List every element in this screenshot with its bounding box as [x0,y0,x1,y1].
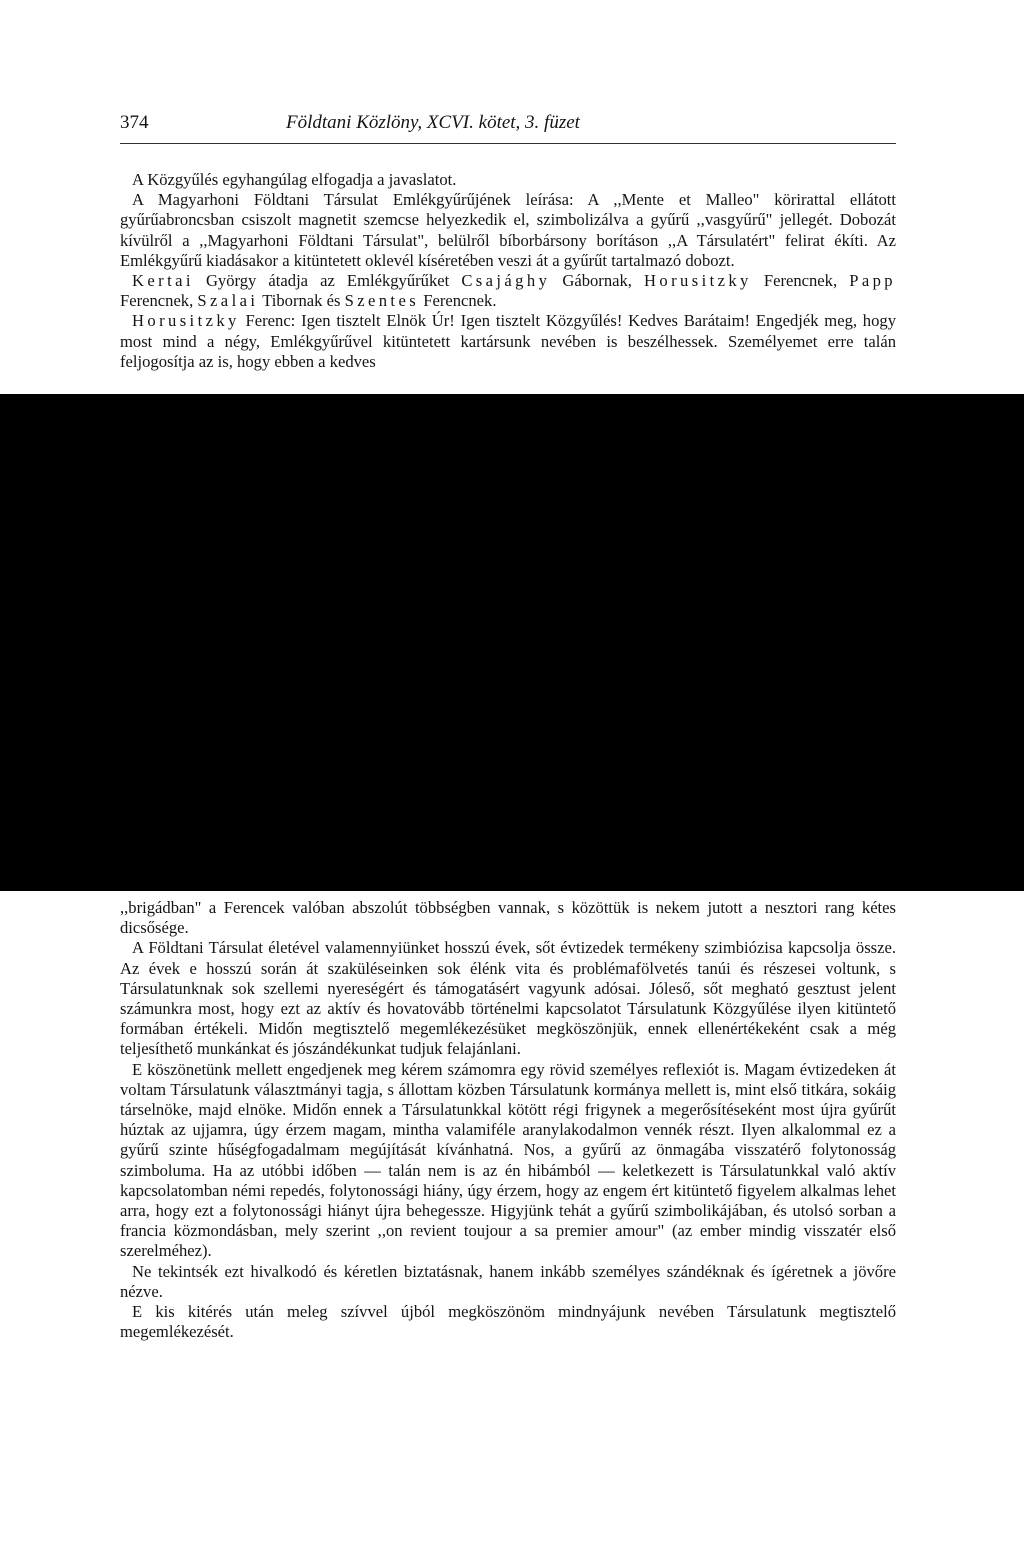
paragraph-ring-description: A Magyarhoni Földtani Társulat Emlékgyűrűjének leírása: A ,,Mente et Malleo" körirattal ellátott gyűrűabroncsban csiszolt magnetit szemcse helyezkedik el, szimbolizálva a gyűrű ,,vasgyűrű" jellegét. Dobozát kívülről a ,,Magyarhoni Földtani Társulat", belülről bíborbársony borításon ,,A Társulatért" felirat ékíti. Az Emlékgyűrű kiadásakor a kitüntetett oklevél kíséretében veszi át a gyűrűt tartalmazó dobozt. [120,190,896,270]
name-papp: Papp [849,271,896,291]
paragraph-society-life: A Földtani Társulat életével valamennyiünket hosszú évek, sőt évtizedek termékeny szimbiózisa kapcsolja össze. Az évek e hosszú során át szaküléseinken sok élénk vita és problémafölvetés tanúi és részesei voltunk, s Társulatunknak sok szellemi nyereségért és támogatásért vagyunk adósai. Jóleső, sőt megható gesztust jelent számunkra most, hogy ezt az aktív és hovatovább történelmi kapcsolatot Társulatunk Közgyűlése ilyen kitüntető formában értékeli. Midőn megtisztelő megemlékezésüket megköszönjük, ennek ellenértékeként csak a még teljesíthető munkánkat és jószándékunkat tudjuk felajánlani. [120,938,896,1059]
paragraph-speech-start: Horusitzky Ferenc: Igen tisztelt Elnök Úr! Igen tisztelt Közgyűlés! Kedves Barátaim! Engedjék meg, hogy most mind a négy, Emlékgyűrűvel kitüntetett kartársunk nevében is beszélhessek. Személyemet erre talán feljogosítja az is, hogy ebben a kedves [120,311,896,371]
top-text-block [120,170,896,372]
paragraph-award-handover: Kertai György átadja az Emlékgyűrűket Csajághy Gábornak, Horusitzky Ferencnek, Papp Ferencnek, Szalai Tibornak és Szentes Ferencnek. [120,271,896,311]
bottom-text-block [120,898,896,1342]
header-rule [120,143,896,144]
black-photo-area [0,394,1024,891]
name-szalai: Szalai [197,291,259,311]
paragraph-brigade: ,,brigádban" a Ferencek valóban abszolút többségben vannak, s közöttük is nekem jutott a nesztori rang kétes dicsősége. [120,898,896,938]
paragraph-personal-reflection: E köszönetünk mellett engedjenek meg kérem számomra egy rövid személyes reflexiót is. Magam évtizedeken át voltam Társulatunk választmányi tagja, s állottam közben Társulatunk kormánya mellett is, mint első titkára, sokáig társelnöke, majd elnöke. Midőn ennek a Társulatunkkal kötött régi frigynek a megerősítéseként most újra gyűrűt húztak az ujjamra, úgy érzem magam, mintha valamiféle aranylakodalmon vennék részt. Ilyen alkalommal ez a gyűrű szinte hűségfogadalmam megújítását kívánhatná. Nos, a gyűrű az önmagába visszatérő folytonosság szimboluma. Ha az utóbbi időben — talán nem is az én hibámból — keletkezett is Társulatunkkal való aktív kapcsolatomban némi repedés, folytonossági hiány, úgy érzem, hogy az engem ért kitüntető figyelem alkalmas lehet arra, hogy ezt a folytonossági hiányt újra behegessze. Higyjünk tehát a gyűrű szimbolikájában, és utolsó sorban a francia közmondásban, mely szerint ,,on revient toujour a sa premier amour" (az ember mindig visszatér első szerelméhez). [120,1059,896,1261]
page-number: 374 [120,112,149,133]
name-csajaghy: Csajághy [461,271,551,291]
paragraph-acceptance: A Közgyűlés egyhangúlag elfogadja a javaslatot. [132,170,457,189]
running-header [120,112,896,142]
speaker-name: Horusitzky [132,311,240,331]
paragraph-closing: E kis kitérés után meleg szívvel újból megköszönöm mindnyájunk nevében Társulatunk megtisztelő megemlékezését. [120,1302,896,1342]
paragraph-intention: Ne tekintsék ezt hivalkodó és kéretlen biztatásnak, hanem inkább személyes szándéknak és ígéretnek a jövőre nézve. [120,1261,896,1301]
journal-title: Földtani Közlöny, XCVI. kötet, 3. füzet [286,112,580,133]
name-kertai: Kertai [132,271,194,291]
name-horusitzky: Horusitzky [644,271,752,291]
name-szentes: Szentes [344,291,420,311]
